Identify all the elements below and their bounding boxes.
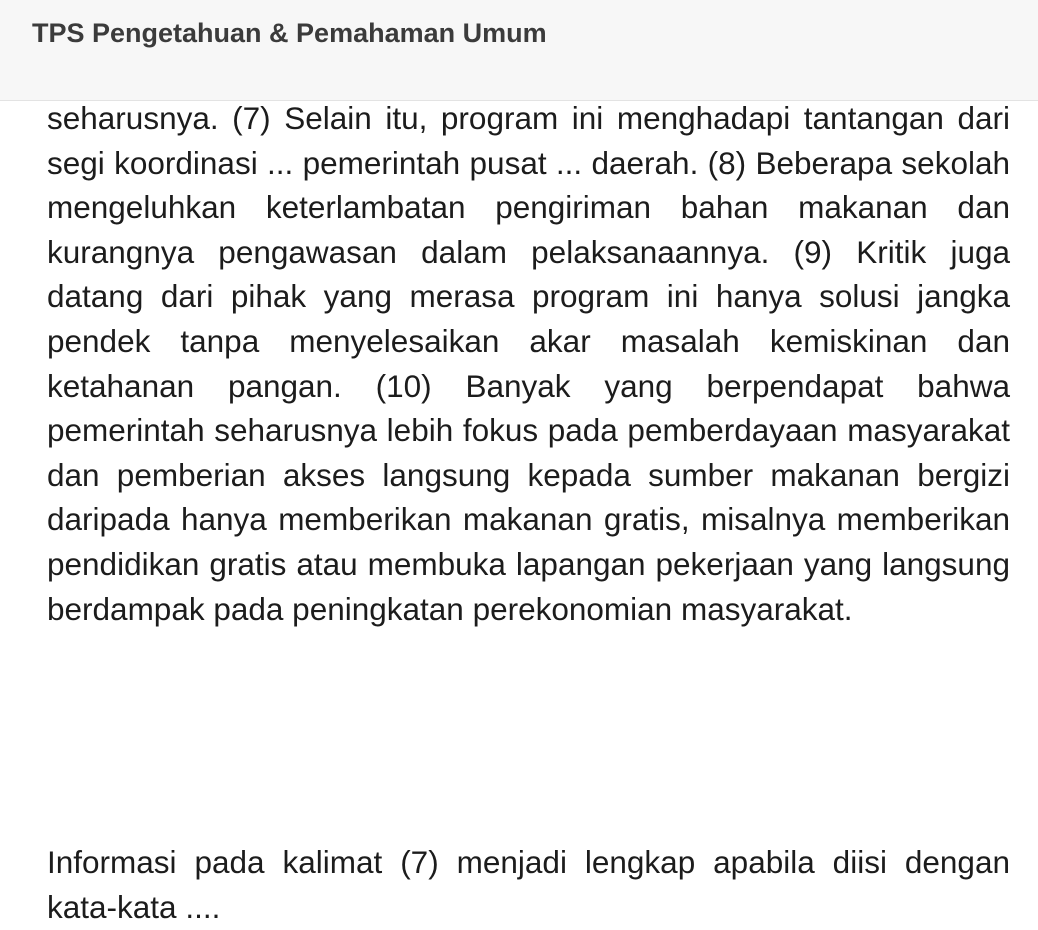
reading-passage: seharusnya. (7) Selain itu, program ini menghadapi tantangan dari segi koordinasi ... pemerintah pusat ... daerah. (8) Beberapa sekolah mengeluhkan keterlambatan pengiriman bahan makanan dan kurangnya pengawasan dalam pelaksanaannya. (9) Kritik juga datang dari pihak yang merasa program ini hanya solusi jangka pendek tanpa menyelesaikan akar masalah kemiskinan dan ketahanan pangan. (10) Banyak yang berpendapat bahwa pemerintah seharusnya lebih fokus pada pemberdayaan masyarakat dan pemberian akses langsung kepada sumber makanan bergizi daripada hanya memberikan makanan gratis, misalnya memberikan pendidikan gratis atau membuka lapangan pekerjaan yang langsung berdampak pada peningkatan perekonomian masyarakat. [47, 100, 1010, 627]
page-title: TPS Pengetahuan & Pemahaman Umum [32, 18, 547, 48]
question-text: Informasi pada kalimat (7) menjadi lengkap apabila diisi dengan kata-kata .... [47, 844, 1010, 925]
page-header [0, 0, 1038, 101]
